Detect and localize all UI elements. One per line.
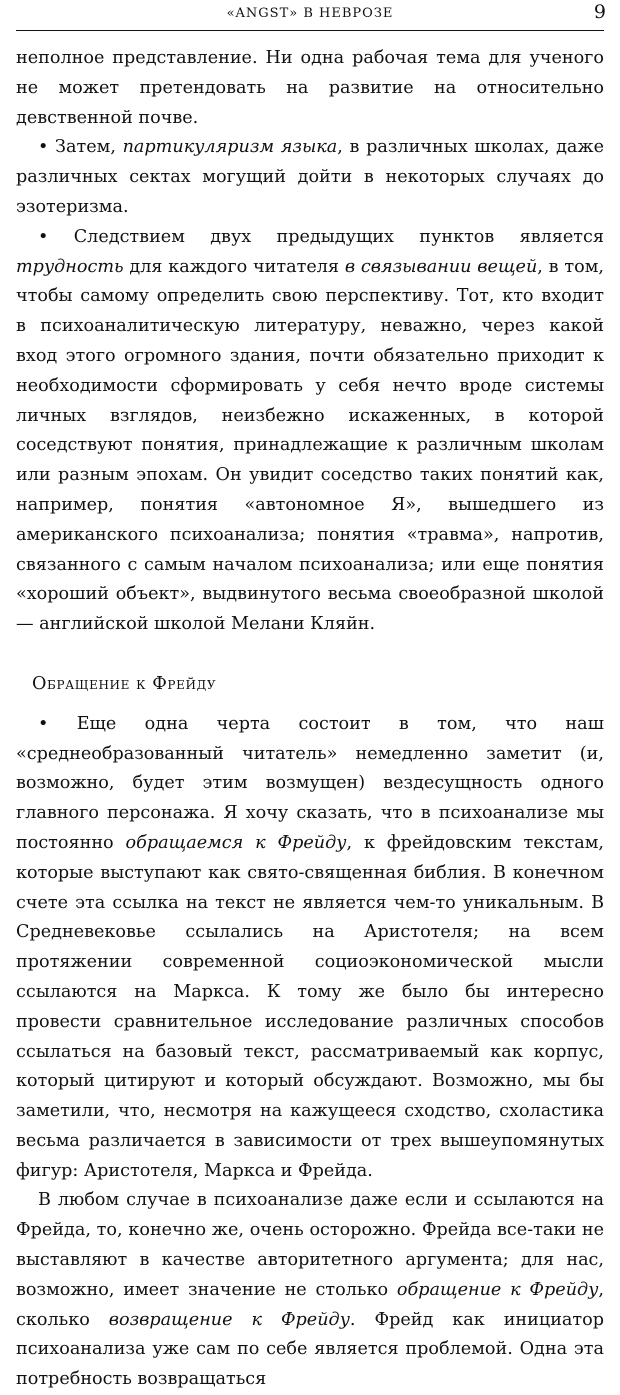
section-heading: Обращение к Фрейду <box>32 673 217 694</box>
paragraph-3-italic-2: в связывании вещей <box>344 256 538 277</box>
paragraph-5-italic-2: возвращение к Фрейду <box>108 1309 350 1330</box>
paragraph-5-text-2: , сколько <box>16 1279 604 1330</box>
paragraph-5-italic-1: обращение к Фрейду <box>396 1279 599 1300</box>
page-number: 9 <box>593 1 606 23</box>
paragraph-3-text-3: , в том, чтобы самому определить свою перспективу. Тот, кто входит в психоаналитическую литературу, неважно, через какой вход этого огромного здания, почти обязательно приходит к необходимости сформировать у себя нечто вроде системы личных взглядов, неизбежно искаженных, в которой соседствуют понятия, принадлежащие к различным школам или разным эпохам. Он увидит соседство таких понятий как, например, понятия «автономное Я», вышедшего из американского психоанализа; понятия «травма», напротив, связанного с самым началом психоанализа; или еще понятия «хороший объект», выдвинутого весьма своеобразной школой — английской школой Мелани Кляйн. <box>16 256 604 635</box>
paragraph-1: неполное представление. Ни одна рабочая тема для ученого не может претендовать на развитие на относительно девственной почве. <box>16 48 604 128</box>
paragraph-2-text: • Затем, <box>38 137 123 158</box>
paragraph-4-text: • Еще одна черта состоит в том, что наш «среднеобразованный читатель» немедленно заметит (и, возможно, будет этим возмущен) вездесущность одного главного персонажа. Я хочу сказать, что в психоанализе мы постоянно <box>16 713 604 853</box>
paragraph-4-italic: обращаемся к Фрейду <box>125 832 347 853</box>
page-header <box>0 0 620 40</box>
paragraph-4 <box>16 710 604 1187</box>
paragraph-2-italic: партикуляризм языка <box>122 137 338 158</box>
paragraph-5-text: В любом случае в психоанализе даже если и ссылаются на Фрейда, то, конечно же, очень осторожно. Фрейда все-таки не выставляют в качестве авторитетного аргумента; для нас, возможно, имеет значение не столько <box>16 1190 604 1300</box>
paragraph-3 <box>16 223 604 640</box>
paragraph-4-text-end: , к фрейдовским текстам, которые выступают как свято-священная библия. В конечном счете эта ссылка на текст не является чем-то уникальным. В Средневековье ссылались на Аристотеля; на всем протяжении современной социоэкономической мысли ссылаются на Маркса. К тому же было бы интересно провести сравнительное исследование различных способов ссылаться на базовый текст, рассматриваемый как корпус, который цитируют и который обсуждают. Возможно, мы бы заметили, что, несмотря на кажущееся сходство, схоластика весьма различается в зависимости от трех вышеупомянутых фигур: Аристотеля, Маркса и Фрейда. <box>16 832 604 1181</box>
body-text <box>16 44 604 1395</box>
paragraph-5-text-3: . Фрейд как инициатор психоанализа уже сам по себе является проблемой. Одна эта потребность возвращаться <box>16 1309 604 1390</box>
paragraph-3-text: • Следствием двух предыдущих пунктов является <box>38 226 604 247</box>
paragraph-2 <box>16 133 604 222</box>
header-rule <box>16 30 604 31</box>
paragraph-2-text-end: , в различных школах, даже различных сектах могущий дойти в некоторых случаях до эзотеризма. <box>16 137 604 217</box>
paragraph-5 <box>16 1186 604 1395</box>
paragraph-3-italic-1: трудность <box>16 256 124 277</box>
paragraph-3-text-2: для каждого читателя <box>123 256 345 277</box>
running-head: «ANGST» В НЕВРОЗЕ <box>226 6 394 21</box>
